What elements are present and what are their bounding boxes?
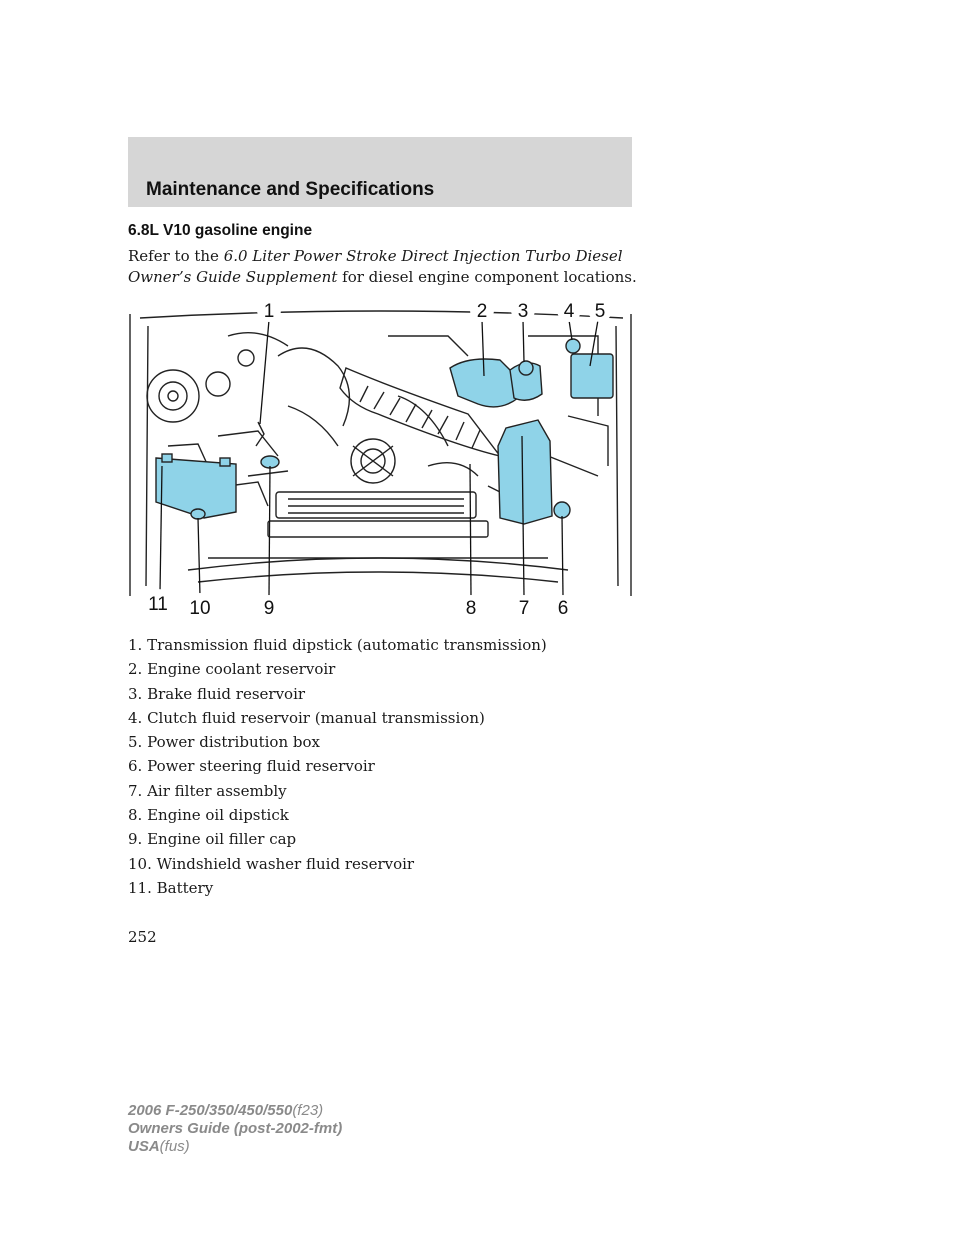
footer-line-1 — [128, 1102, 342, 1120]
power-steering-reservoir — [554, 502, 570, 518]
highlighted-components — [156, 339, 613, 524]
list-item: 2. Engine coolant reservoir — [128, 660, 336, 679]
callout-10: 10 — [189, 598, 211, 619]
list-item: 8. Engine oil dipstick — [128, 806, 289, 825]
footer-market-code: (fus) — [159, 1138, 190, 1155]
intro-supplement-title: 6.0 Liter Power Stroke Direct Injection Turbo Diesel Owner’s Guide Supplement — [128, 247, 623, 286]
callout-7: 7 — [518, 598, 530, 619]
page-title: Maintenance and Specifications — [146, 179, 435, 200]
document-footer — [128, 1102, 342, 1156]
footer-model: 2006 F-250/350/450/550 — [128, 1102, 293, 1119]
list-item: 1. Transmission fluid dipstick (automatic transmission) — [128, 636, 547, 654]
component-list — [128, 633, 547, 900]
list-item: 7. Air filter assembly — [128, 781, 287, 800]
callout-6: 6 — [557, 598, 569, 619]
engine-compartment-illustration — [128, 296, 633, 621]
list-item: 3. Brake fluid reservoir — [128, 684, 306, 703]
list-item: 11. Battery — [128, 878, 214, 897]
intro-paragraph — [128, 246, 638, 288]
washer-reservoir-cap — [191, 509, 205, 519]
intro-prefix: Refer to the — [128, 247, 224, 265]
header-bar — [128, 137, 632, 207]
footer-model-code: (f23) — [292, 1102, 324, 1119]
callout-4: 4 — [563, 301, 575, 322]
clutch-fluid-reservoir — [566, 339, 580, 353]
footer-line-2 — [128, 1120, 342, 1138]
footer-line-3 — [128, 1138, 342, 1156]
callout-1: 1 — [263, 301, 275, 322]
footer-market: USA — [128, 1138, 160, 1155]
callout-3: 3 — [517, 301, 529, 322]
air-filter-assembly — [498, 420, 552, 524]
power-distribution-box — [571, 354, 613, 398]
callout-2: 2 — [476, 301, 488, 322]
list-item: 6. Power steering fluid reservoir — [128, 757, 375, 776]
callout-9: 9 — [263, 598, 275, 619]
intro-suffix: for diesel engine component locations. — [337, 268, 637, 286]
engine-illustration-svg — [128, 296, 633, 621]
list-item: 9. Engine oil filler cap — [128, 830, 297, 849]
engine-line-art — [130, 311, 631, 596]
callout-5: 5 — [594, 301, 606, 322]
callout-8: 8 — [465, 598, 477, 619]
brake-fluid-cap — [519, 361, 533, 375]
list-item: 4. Clutch fluid reservoir (manual transmission) — [128, 708, 485, 727]
list-item: 10. Windshield washer fluid reservoir — [128, 854, 415, 873]
page-number: 252 — [128, 928, 157, 946]
footer-guide: Owners Guide (post-2002-fmt) — [128, 1120, 343, 1137]
callout-11: 11 — [148, 594, 168, 615]
list-item: 5. Power distribution box — [128, 733, 320, 752]
section-heading: 6.8L V10 gasoline engine — [128, 222, 313, 239]
